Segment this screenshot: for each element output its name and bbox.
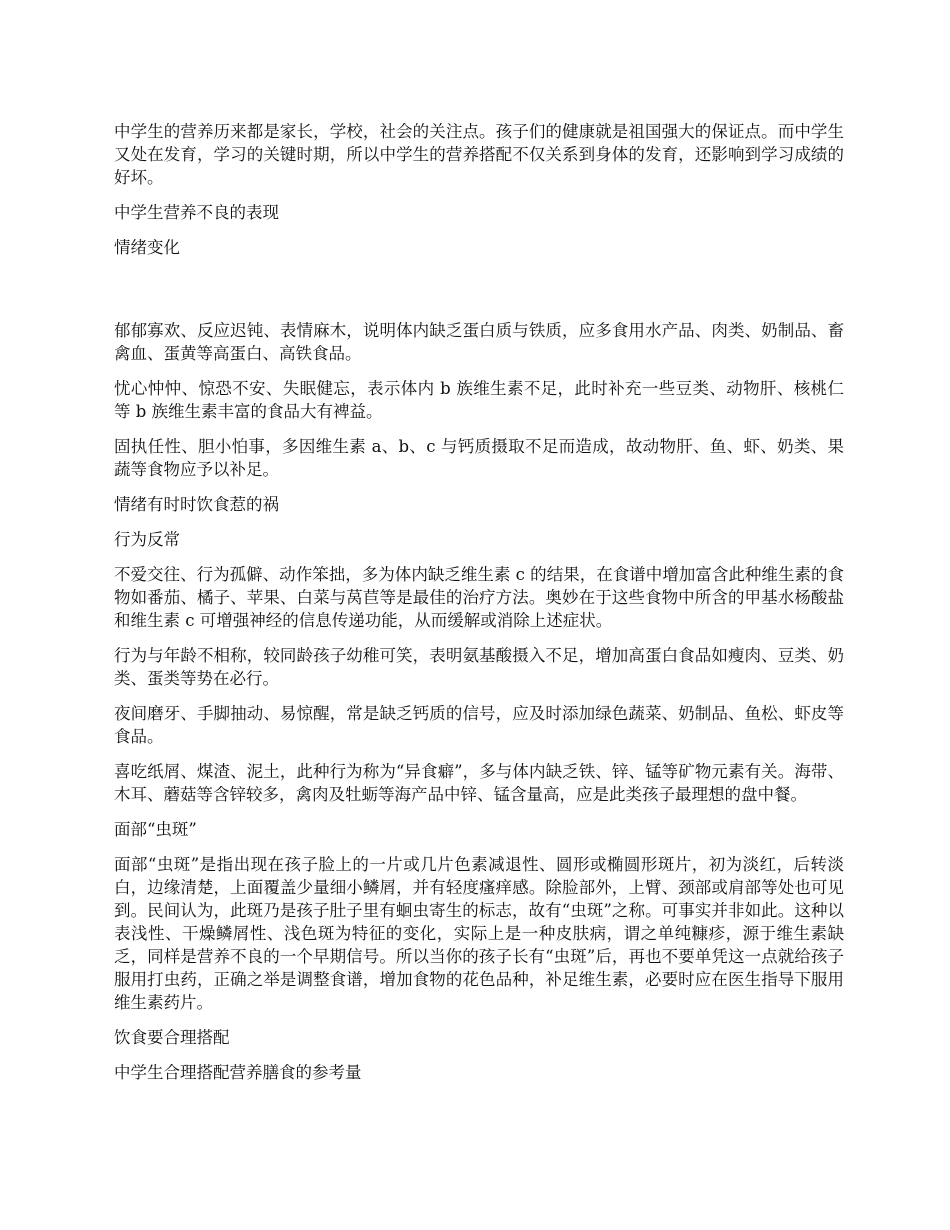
paragraph-unsociable: 不爱交往、行为孤僻、动作笨拙，多为体内缺乏维生素 c 的结果，在食谱中增加富含此种维生素的食物如番茄、橘子、苹果、白菜与莴苣等是最佳的治疗方法。奥妙在于这些食物中所含的甲基水杨酸盐和维生素 c 可增强神经的信息传递功能，从而缓解或消除上述症状。 xyxy=(114,565,844,630)
paragraph-anxiety: 忧心忡忡、惊恐不安、失眠健忘，表示体内 b 族维生素不足，此时补充一些豆类、动物肝、核桃仁等 b 族维生素丰富的食品大有裨益。 xyxy=(114,379,844,421)
subheading-facial-spots: 面部“虫斑” xyxy=(114,820,197,839)
section-heading-malnutrition: 中学生营养不良的表现 xyxy=(114,203,279,222)
paragraph-facial-spots: 面部“虫斑”是指出现在孩子脸上的一片或几片色素减退性、圆形或椭圆形斑片，初为淡红，后转淡白，边缘清楚，上面覆盖少量细小鳞屑，并有轻度瘙痒感。除脸部外，上臂、颈部或肩部等处也可见到。民间认为，此斑乃是孩子肚子里有蛔虫寄生的标志，故有“虫斑”之称。可事实并非如此。这种以表浅性、干燥鳞屑性、浅色斑为特征的变化，实际上是一种皮肤病，谓之单纯糠疹，源于维生素缺乏，同样是营养不良的一个早期信号。所以当你的孩子长有“虫斑”后，再也不要单凭这一点就给孩子服用打虫药，正确之举是调整食谱，增加食物的花色品种，补足维生素，必要时应在医生指导下服用维生素药片。 xyxy=(114,855,844,1012)
spacer xyxy=(114,271,844,319)
subheading-diet-emotion: 情绪有时时饮食惹的祸 xyxy=(114,495,279,514)
subheading-emotional-changes: 情绪变化 xyxy=(114,238,180,257)
paragraph-stubbornness: 固执任性、胆小怕事，多因维生素 a、b、c 与钙质摄取不足而造成，故动物肝、鱼、虾、奶类、果蔬等食物应予以补足。 xyxy=(114,437,844,479)
paragraph-immature: 行为与年龄不相称，较同龄孩子幼稚可笑，表明氨基酸摄入不足，增加高蛋白食品如瘦肉、豆类、奶类、蛋类等势在必行。 xyxy=(114,646,844,688)
paragraph-depression: 郁郁寡欢、反应迟钝、表情麻木，说明体内缺乏蛋白质与铁质，应多食用水产品、肉类、奶制品、畜禽血、蛋黄等高蛋白、高铁食品。 xyxy=(114,321,844,363)
section-heading-reference-amount: 中学生合理搭配营养膳食的参考量 xyxy=(114,1063,362,1082)
section-heading-balanced-diet: 饮食要合理搭配 xyxy=(114,1028,230,1047)
document-body xyxy=(114,120,844,1096)
paragraph-night-grinding: 夜间磨牙、手脚抽动、易惊醒，常是缺乏钙质的信号，应及时添加绿色蔬菜、奶制品、鱼松、虾皮等食品。 xyxy=(114,704,844,746)
subheading-abnormal-behavior: 行为反常 xyxy=(114,530,180,549)
paragraph-pica: 喜吃纸屑、煤渣、泥土，此种行为称为“异食癖”，多与体内缺乏铁、锌、锰等矿物元素有关。海带、木耳、蘑菇等含锌较多，禽肉及牡蛎等海产品中锌、锰含量高，应是此类孩子最理想的盘中餐。 xyxy=(114,762,844,804)
intro-paragraph: 中学生的营养历来都是家长，学校，社会的关注点。孩子们的健康就是祖国强大的保证点。而中学生又处在发育，学习的关键时期，所以中学生的营养搭配不仅关系到身体的发育，还影响到学习成绩的好坏。 xyxy=(114,122,844,187)
